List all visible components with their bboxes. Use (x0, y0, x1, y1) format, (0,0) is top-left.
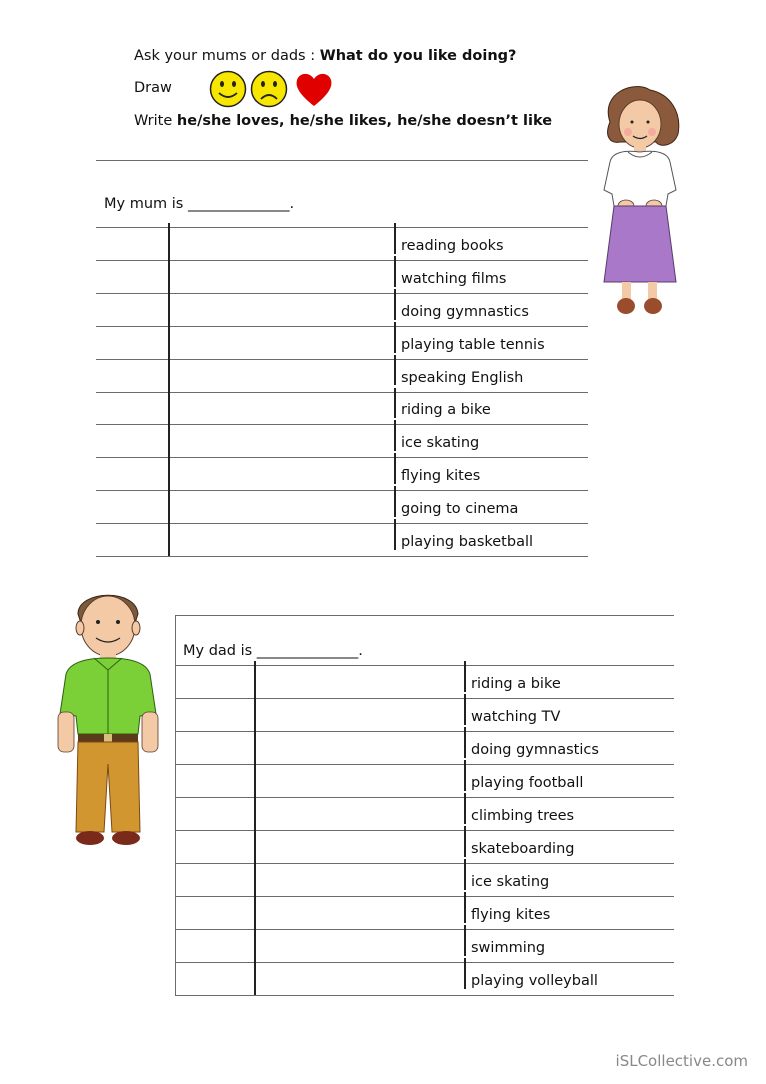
dad-label: My dad is ______________. (183, 643, 363, 659)
dad-activity: skateboarding (471, 841, 575, 857)
dad-activity: doing gymnastics (471, 742, 599, 758)
mum-activity-tick (394, 289, 396, 320)
heart-icon (294, 70, 334, 108)
dad-row-line (176, 962, 674, 963)
mum-activity-tick (394, 486, 396, 517)
mum-activity: going to cinema (401, 501, 519, 518)
write-bold: he/she loves, he/she likes, he/she doesn’t like (176, 113, 553, 129)
smile-icon (209, 70, 247, 108)
mum-activity: ice skating (401, 435, 480, 452)
dad-row-line (176, 731, 674, 732)
mum-column-divider (168, 223, 170, 556)
mum-activity: doing gymnastics (401, 303, 529, 320)
draw-label: Draw (134, 80, 172, 96)
dad-activity: ice skating (471, 874, 550, 890)
dad-activity-tick (464, 661, 466, 692)
mum-illustration (590, 82, 690, 322)
mum-label: My mum is ______________. (104, 196, 295, 212)
mum-activity-tick (394, 322, 396, 353)
mum-activity: speaking English (401, 369, 524, 386)
mum-activity: playing table tennis (401, 336, 545, 353)
dad-activity: climbing trees (471, 808, 575, 824)
dad-activity-tick (464, 958, 466, 989)
mum-activity: watching films (401, 270, 507, 287)
dad-row-line (176, 764, 674, 765)
mum-activity: riding a bike (401, 402, 491, 419)
dad-row-line (176, 995, 674, 996)
ask-line (134, 48, 516, 64)
dad-activity-tick (464, 694, 466, 725)
write-line (134, 113, 552, 129)
dad-activity-tick (464, 727, 466, 758)
dad-activity-tick (464, 760, 466, 791)
dad-activity: watching TV (471, 709, 561, 725)
mum-row-line (96, 556, 588, 557)
dad-activity: playing football (471, 775, 584, 791)
top-divider (96, 160, 588, 161)
dad-illustration (52, 584, 162, 850)
dad-row-line (176, 797, 674, 798)
dad-activity-tick (464, 925, 466, 956)
dad-activity-tick (464, 826, 466, 857)
dad-top-line (176, 615, 674, 616)
dad-activity: playing volleyball (471, 973, 598, 989)
mum-activity-tick (394, 519, 396, 550)
mum-activity-tick (394, 355, 396, 386)
mum-activity-tick (394, 388, 396, 419)
dad-row-line (176, 698, 674, 699)
ask-question: What do you like doing? (319, 48, 517, 64)
mum-activity: flying kites (401, 468, 481, 485)
dad-activity-tick (464, 892, 466, 923)
dad-activity-tick (464, 793, 466, 824)
sad-face-icon (250, 70, 288, 108)
dad-column-divider (254, 661, 256, 995)
dad-row-line (176, 929, 674, 930)
dad-row-line (176, 863, 674, 864)
dad-activity: flying kites (471, 907, 551, 923)
dad-row-line (176, 896, 674, 897)
dad-activity: swimming (471, 940, 546, 956)
mum-activity: playing basketball (401, 534, 534, 550)
mum-activity: reading books (401, 237, 504, 254)
mum-activity-tick (394, 256, 396, 287)
watermark: iSLCollective.com (615, 1052, 748, 1070)
dad-row-line (176, 830, 674, 831)
write-prefix: Write (134, 113, 177, 129)
dad-row-line (176, 665, 674, 666)
ask-prefix: Ask your mums or dads : (134, 48, 320, 64)
dad-activity-tick (464, 859, 466, 890)
mum-activity-tick (394, 223, 396, 254)
dad-activity: riding a bike (471, 676, 561, 692)
mum-activity-tick (394, 420, 396, 451)
dad-left-border (175, 615, 176, 996)
mum-activity-tick (394, 453, 396, 484)
